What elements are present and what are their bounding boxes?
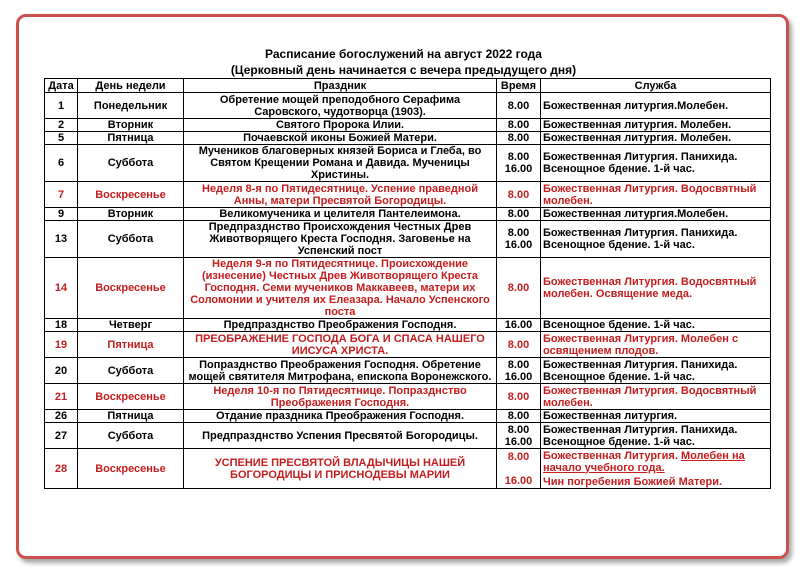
time-value: 8.00 (507, 188, 530, 201)
row-date: 21 (45, 384, 78, 410)
row-day: Суббота (78, 358, 184, 384)
row-service: Божественная Литургия. Панихида. Всенощное бдение. 1-й час. (541, 423, 771, 449)
row-day: Воскресенье (78, 258, 184, 319)
table-row (45, 221, 771, 258)
row-service: Божественная Литургия. Молебен с освящением плодов. (541, 332, 771, 358)
row-feast: Неделя 8-я по Пятидесятнице. Успение праведной Анны, матери Пресвятой Богородицы. (184, 182, 497, 208)
table-row (45, 145, 771, 182)
row-day: Воскресенье (78, 384, 184, 410)
time-value: 8.00 (507, 450, 530, 463)
row-time (497, 449, 541, 489)
row-date: 6 (45, 145, 78, 182)
header-service: Служба (541, 79, 771, 93)
row-feast: Мучеников благоверных князей Бориса и Глеба, во Святом Крещении Романа и Давида. Мученицы Христины. (184, 145, 497, 182)
row-service: Божественная Литургия. Панихида. Всенощное бдение. 1-й час. (541, 358, 771, 384)
row-day: Четверг (78, 319, 184, 332)
time-value: 8.00 (507, 99, 530, 112)
row-day: Пятница (78, 410, 184, 423)
row-time (497, 119, 541, 132)
row-date: 19 (45, 332, 78, 358)
row-feast: Великомученика и целителя Пантелеимона. (184, 208, 497, 221)
row-day: Понедельник (78, 93, 184, 119)
schedule-table (44, 78, 771, 489)
row-time (497, 221, 541, 258)
time-value: 16.00 (504, 435, 533, 448)
time-value: 8.00 (507, 282, 530, 294)
service-part: Божественная Литургия. (543, 449, 681, 462)
time-value: 8.00 (507, 119, 530, 131)
table-header-row (45, 79, 771, 93)
row-service: Божественная литургия. Молебен. (541, 132, 771, 145)
row-day: Вторник (78, 119, 184, 132)
row-service: Всенощное бдение. 1-й час. (541, 319, 771, 332)
time-value: 8.00 (507, 338, 530, 351)
row-feast: Попразднство Преображения Господня. Обретение мощей святителя Митрофана, епископа Воронежского. (184, 358, 497, 384)
table-row (45, 182, 771, 208)
row-service: Божественная литургия. (541, 410, 771, 423)
row-service: Божественная литургия. Молебен. (541, 119, 771, 132)
row-day: Суббота (78, 221, 184, 258)
header-date: Дата (45, 79, 78, 93)
row-time (497, 182, 541, 208)
page-title: Расписание богослужений на август 2022 года (265, 47, 542, 61)
row-service: Божественная литургия.Молебен. (541, 93, 771, 119)
row-date: 1 (45, 93, 78, 119)
row-date: 26 (45, 410, 78, 423)
time-value: 8.00 (507, 208, 530, 220)
row-service: Божественная Литургия. Водосвятный молебен. (541, 182, 771, 208)
table-row (45, 384, 771, 410)
table-row (45, 332, 771, 358)
time-value: 8.00 (507, 358, 530, 371)
time-value: 16.00 (504, 163, 533, 175)
time-value: 8.00 (507, 151, 530, 163)
time-value: 8.00 (507, 423, 530, 436)
row-feast: Предпразднство Успения Пресвятой Богородицы. (184, 423, 497, 449)
row-service: Божественная Литургия. Водосвятный молебен. (541, 384, 771, 410)
header-day: День недели (78, 79, 184, 93)
row-day: Вторник (78, 208, 184, 221)
row-time (497, 208, 541, 221)
row-service: Божественная литургия.Молебен. (541, 208, 771, 221)
time-value: 8.00 (507, 390, 530, 403)
time-value: 16.00 (504, 474, 533, 487)
row-feast: УСПЕНИЕ ПРЕСВЯТОЙ ВЛАДЫЧИЦЫ НАШЕЙ БОГОРОДИЦЫ И ПРИСНОДЕВЫ МАРИИ (184, 449, 497, 489)
row-time (497, 132, 541, 145)
row-date: 28 (45, 449, 78, 489)
table-row (45, 449, 771, 489)
row-date: 18 (45, 319, 78, 332)
row-date: 9 (45, 208, 78, 221)
row-time (497, 145, 541, 182)
row-time (497, 423, 541, 449)
time-value: 8.00 (507, 132, 530, 144)
row-time (497, 410, 541, 423)
time-value: 16.00 (504, 319, 533, 331)
table-row (45, 132, 771, 145)
row-day: Суббота (78, 145, 184, 182)
table-row (45, 358, 771, 384)
row-service: Божественная Литургия. Водосвятный молебен. Освящение меда. (541, 258, 771, 319)
service-part: Чин погребения Божией Матери. (543, 475, 723, 488)
row-feast: Отдание праздника Преображения Господня. (184, 410, 497, 423)
row-time (497, 93, 541, 119)
row-day: Пятница (78, 132, 184, 145)
row-service: Божественная Литургия. Панихида. Всенощное бдение. 1-й час. (541, 145, 771, 182)
row-day: Воскресенье (78, 182, 184, 208)
row-day: Суббота (78, 423, 184, 449)
table-row (45, 119, 771, 132)
row-date: 13 (45, 221, 78, 258)
row-service (541, 449, 771, 489)
time-value: 16.00 (504, 239, 533, 251)
row-feast: Предпразднство Происхождения Честных Древ Животворящего Креста Господня. Заговенье на Успенский пост (184, 221, 497, 258)
table-row (45, 410, 771, 423)
row-time (497, 319, 541, 332)
row-feast: Неделя 10-я по Пятидесятнице. Попразднство Преображения Господня. (184, 384, 497, 410)
row-time (497, 358, 541, 384)
row-feast: Неделя 9-я по Пятидесятнице. Происхождение (изнесение) Честных Древ Животворящего Креста Господня. Семи мучеников Маккавеев, матери их Соломонии и учителя их Елеазара. Начало Успенского поста (184, 258, 497, 319)
row-date: 7 (45, 182, 78, 208)
header-feast: Праздник (184, 79, 497, 93)
table-row (45, 208, 771, 221)
time-value: 8.00 (507, 227, 530, 239)
page-subtitle: (Церковный день начинается с вечера предыдущего дня) (230, 63, 577, 77)
row-day: Воскресенье (78, 449, 184, 489)
row-date: 14 (45, 258, 78, 319)
row-date: 20 (45, 358, 78, 384)
service-part-underlined: Молебен на начало учебного года. (543, 449, 745, 474)
header-time: Время (497, 79, 541, 93)
row-time (497, 384, 541, 410)
row-time (497, 258, 541, 319)
row-service: Божественная Литургия. Панихида. Всенощное бдение. 1-й час. (541, 221, 771, 258)
row-date: 5 (45, 132, 78, 145)
table-row (45, 319, 771, 332)
row-feast: Святого Пророка Илии. (184, 119, 497, 132)
row-feast: Предпразднство Преображения Господня. (184, 319, 497, 332)
table-row (45, 258, 771, 319)
table-row (45, 423, 771, 449)
row-date: 2 (45, 119, 78, 132)
row-feast: Обретение мощей преподобного Серафима Саровского, чудотворца (1903). (184, 93, 497, 119)
row-feast: ПРЕОБРАЖЕНИЕ ГОСПОДА БОГА И СПАСА НАШЕГО ИИСУСА ХРИСТА. (184, 332, 497, 358)
row-time (497, 332, 541, 358)
row-feast: Почаевской иконы Божией Матери. (184, 132, 497, 145)
time-value: 16.00 (504, 370, 533, 383)
table-body (45, 93, 771, 489)
row-date: 27 (45, 423, 78, 449)
row-day: Пятница (78, 332, 184, 358)
time-value: 8.00 (507, 410, 530, 422)
table-row (45, 93, 771, 119)
